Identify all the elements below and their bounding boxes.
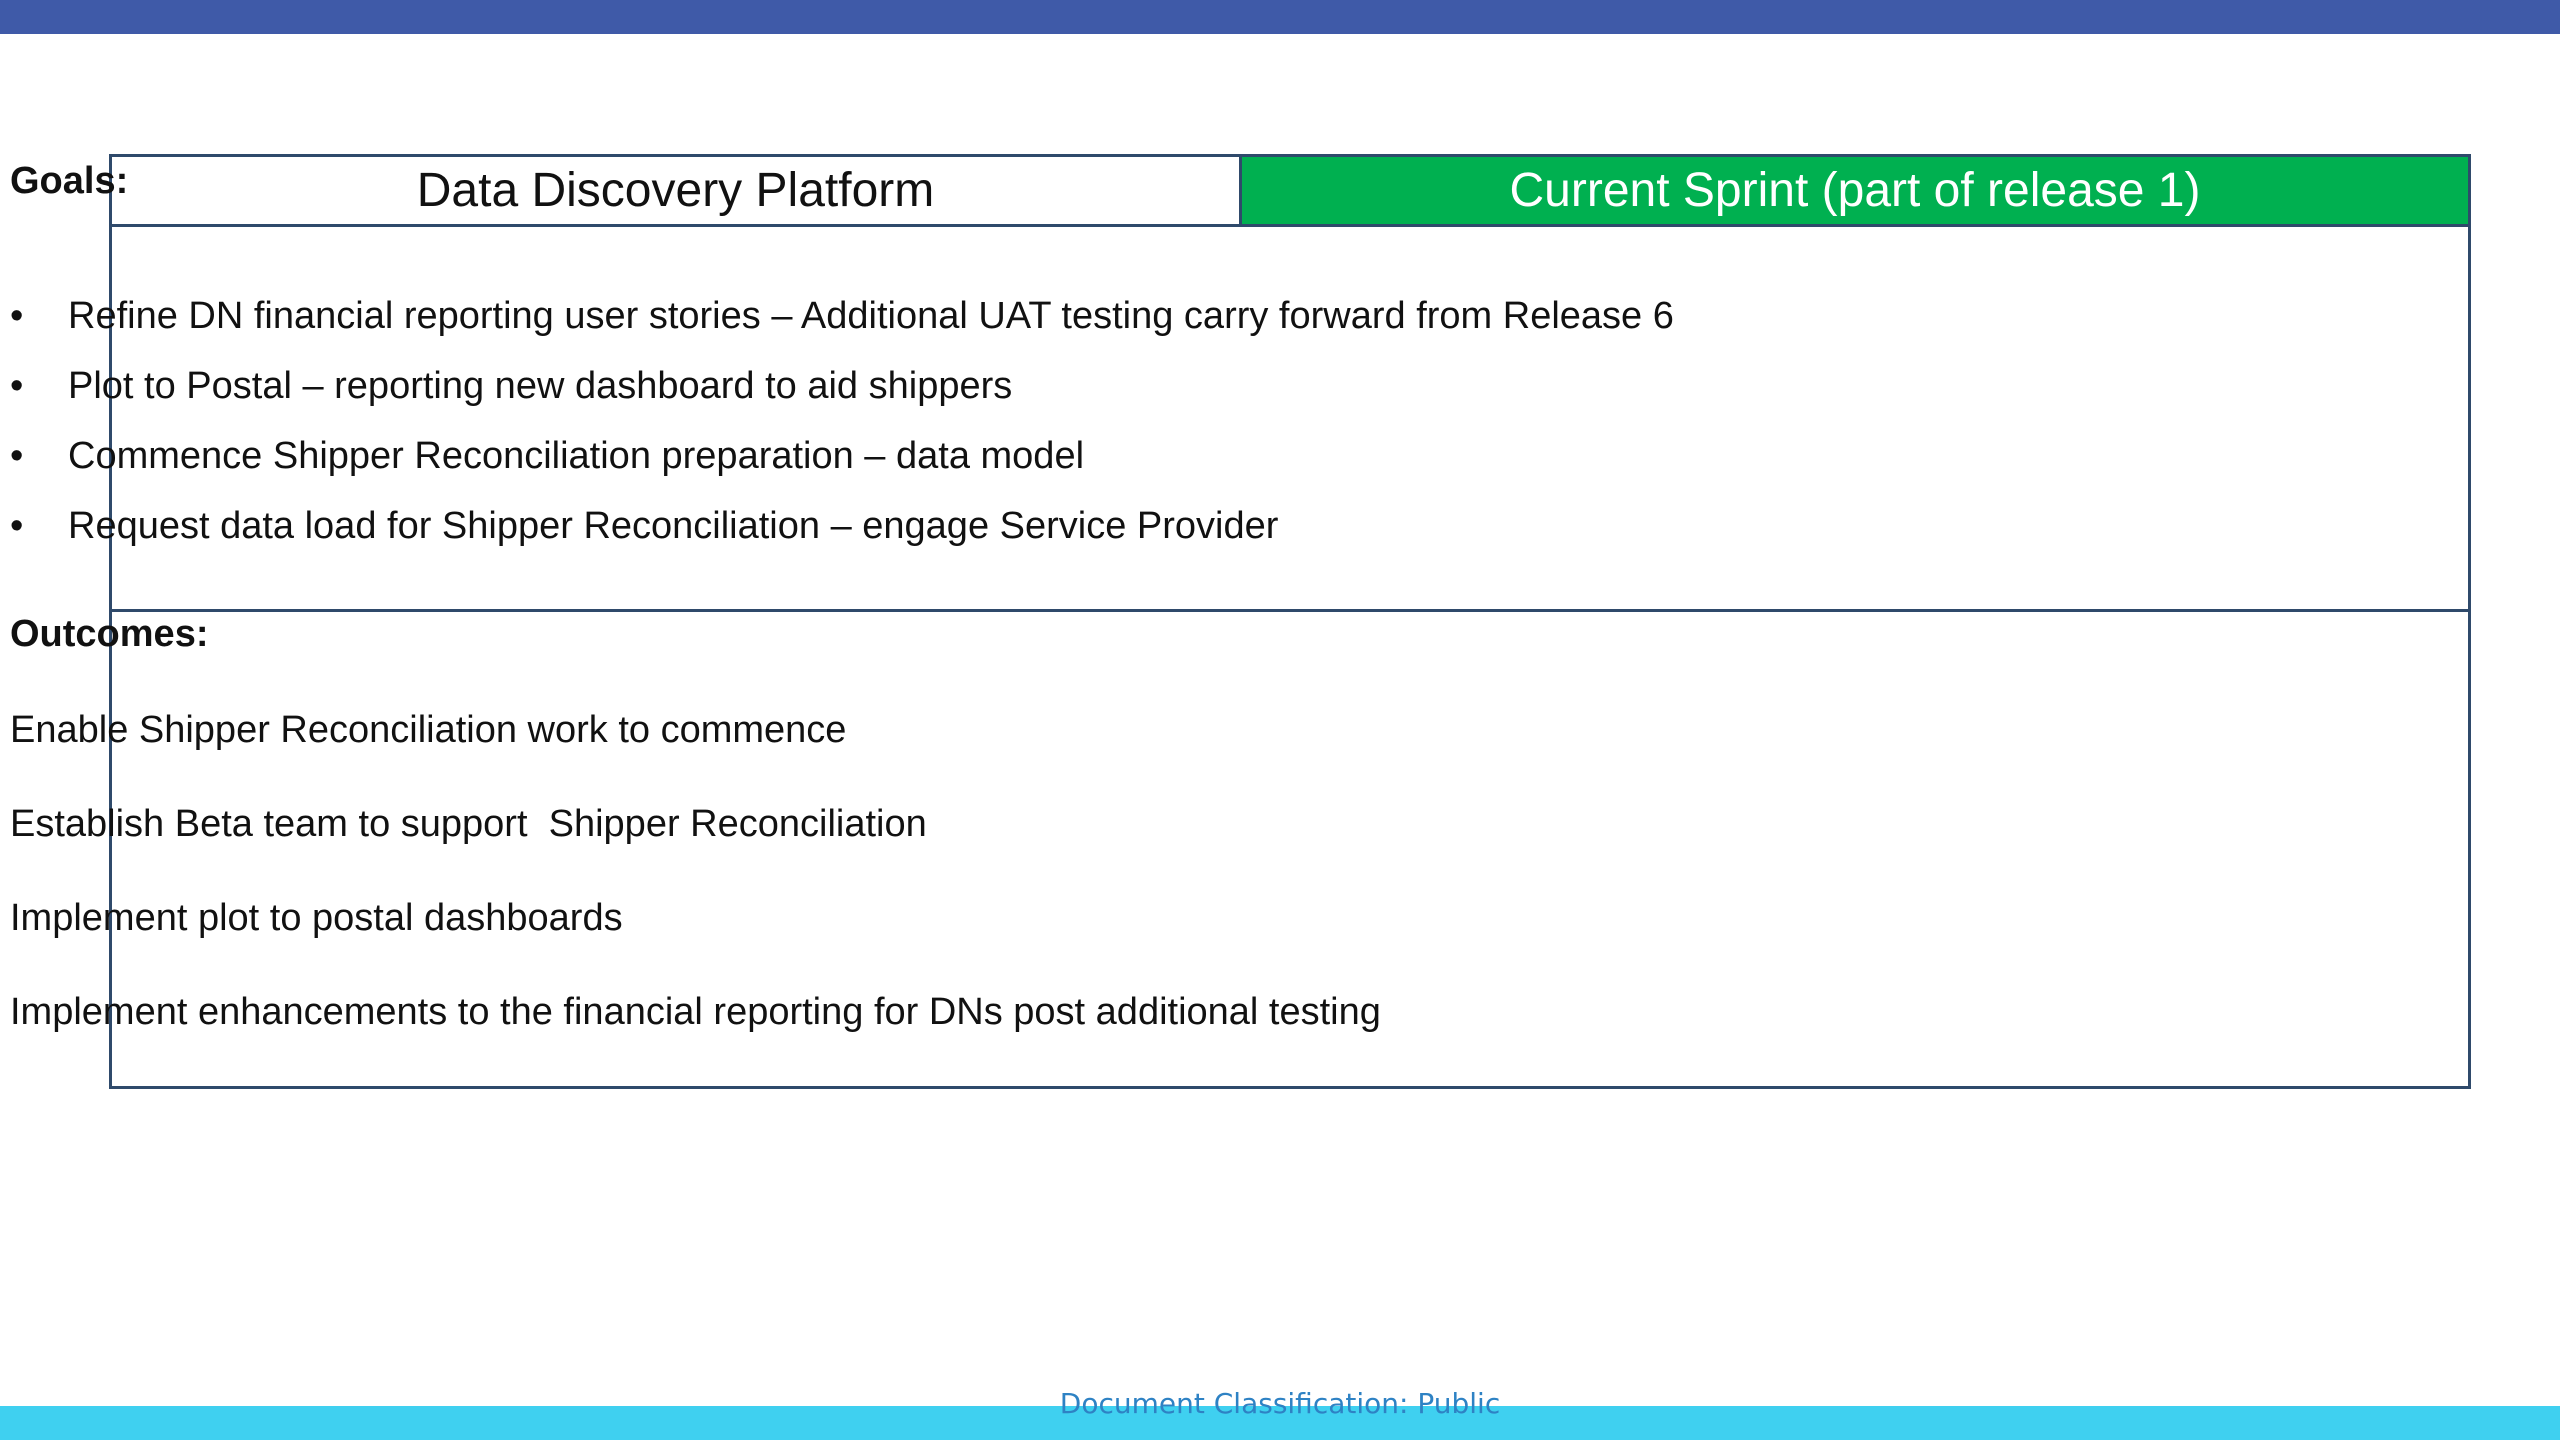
outcome-item: Establish Beta team to support Shipper Reconciliation	[10, 803, 927, 845]
bullet-icon: •	[10, 435, 24, 477]
outcome-item: Implement enhancements to the financial reporting for DNs post additional testing	[10, 991, 1381, 1033]
outcome-item: Enable Shipper Reconciliation work to commence	[10, 709, 847, 751]
goals-cell	[112, 227, 2468, 612]
outcomes-heading: Outcomes:	[10, 613, 209, 655]
table-header-row	[112, 157, 2468, 227]
platform-title: Data Discovery Platform	[112, 157, 1242, 224]
goal-text: Commence Shipper Reconciliation preparation – data model	[68, 435, 1085, 477]
goal-text: Refine DN financial reporting user stories – Additional UAT testing carry forward from Release 6	[68, 295, 1674, 337]
goals-heading: Goals:	[10, 160, 129, 202]
bullet-icon: •	[10, 365, 24, 407]
top-accent-bar	[0, 0, 2560, 34]
bullet-icon: •	[10, 505, 24, 547]
bullet-icon: •	[10, 295, 24, 337]
outcome-item: Implement plot to postal dashboards	[10, 897, 623, 939]
goal-text: Request data load for Shipper Reconciliation – engage Service Provider	[68, 505, 1279, 547]
goal-text: Plot to Postal – reporting new dashboard to aid shippers	[68, 365, 1013, 407]
sprint-title: Current Sprint (part of release 1)	[1242, 157, 2468, 224]
document-classification: Document Classification: Public	[1059, 1387, 1501, 1420]
